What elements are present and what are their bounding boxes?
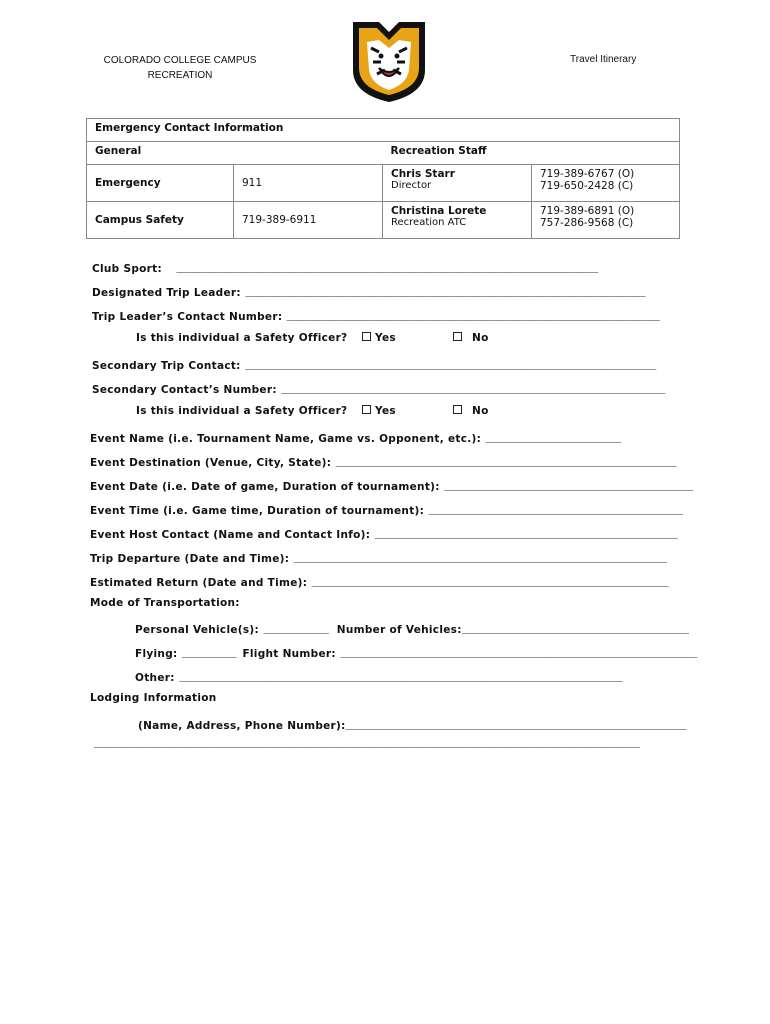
staff-phone: 719-389-6767 (O) (540, 168, 635, 180)
no-checkbox-1[interactable] (453, 332, 489, 344)
personal-vehicle-field[interactable] (135, 620, 689, 638)
event-name-label: Event Name (i.e. Tournament Name, Game vs. Opponent, etc.): (90, 433, 482, 445)
lodging-detail-line[interactable]: _______________________________________________________________ (345, 722, 686, 733)
checkbox-icon[interactable] (453, 405, 462, 414)
lodging-extra-line[interactable]: _____________________________________________________________________________________________________ (94, 740, 640, 751)
other-label: Other: (135, 672, 175, 684)
org-name-line2: RECREATION (147, 70, 213, 81)
contact-table-title: Emergency Contact Information (87, 119, 680, 142)
secondary-number-label: Secondary Contact’s Number: (92, 384, 277, 396)
yes-checkbox-1[interactable] (362, 332, 396, 344)
org-name (100, 53, 260, 83)
club-sport-label: Club Sport: (92, 263, 162, 275)
event-destination-label: Event Destination (Venue, City, State): (90, 457, 332, 469)
event-name-field[interactable] (90, 429, 621, 447)
event-time-label: Event Time (i.e. Game time, Duration of tournament): (90, 505, 425, 517)
trip-departure-label: Trip Departure (Date and Time): (90, 553, 290, 565)
staff-header: Recreation Staff (383, 142, 680, 165)
event-date-field[interactable] (90, 477, 693, 495)
staff-cell (383, 202, 532, 239)
trip-leader-field[interactable] (92, 283, 645, 301)
staff-phone: 719-650-2428 (C) (540, 180, 634, 192)
yes-label: Yes (375, 332, 396, 344)
event-date-line[interactable]: ______________________________________________ (444, 483, 693, 494)
contact-number: 719-389-6911 (234, 202, 383, 239)
event-date-label: Event Date (i.e. Date of game, Duration of tournament): (90, 481, 440, 493)
trip-departure-field[interactable] (90, 549, 666, 567)
leader-number-field[interactable] (92, 307, 659, 325)
estimated-return-field[interactable] (90, 573, 668, 591)
doc-title: Travel Itinerary (570, 54, 637, 65)
staff-name: Chris Starr (391, 168, 455, 180)
staff-role: Recreation ATC (391, 217, 467, 228)
event-host-field[interactable] (90, 525, 677, 543)
secondary-contact-label: Secondary Trip Contact: (92, 360, 241, 372)
club-sport-field[interactable] (92, 259, 598, 277)
org-name-line1: COLORADO COLLEGE CAMPUS (103, 55, 257, 66)
estimated-return-label: Estimated Return (Date and Time): (90, 577, 308, 589)
checkbox-icon[interactable] (362, 405, 371, 414)
checkbox-icon[interactable] (453, 332, 462, 341)
event-host-line[interactable]: ________________________________________________________ (374, 531, 678, 542)
flying-line[interactable]: __________ (181, 650, 236, 661)
no-checkbox-2[interactable] (453, 405, 489, 417)
contact-label: Emergency (87, 165, 234, 202)
staff-name: Christina Lorete (391, 205, 487, 217)
leader-number-line[interactable]: _____________________________________________________________________ (286, 313, 660, 324)
event-destination-line[interactable]: _______________________________________________________________ (335, 459, 676, 470)
no-label: No (472, 332, 489, 344)
tiger-logo-icon (349, 18, 429, 104)
yes-label: Yes (375, 405, 396, 417)
event-host-label: Event Host Contact (Name and Contact Info): (90, 529, 371, 541)
secondary-number-line[interactable]: _______________________________________________________________________ (281, 386, 665, 397)
staff-phone: 719-389-6891 (O) (540, 205, 635, 217)
event-time-line[interactable]: _______________________________________________ (428, 507, 683, 518)
secondary-contact-field[interactable] (92, 356, 656, 374)
personal-vehicle-label: Personal Vehicle(s): (135, 624, 260, 636)
flying-label: Flying: (135, 648, 178, 660)
lodging-detail-label: (Name, Address, Phone Number): (138, 720, 346, 732)
staff-cell (383, 165, 532, 202)
no-label: No (472, 405, 489, 417)
general-header: General (87, 142, 383, 165)
event-time-field[interactable] (90, 501, 682, 519)
club-sport-line[interactable]: ______________________________________________________________________________ (176, 265, 598, 276)
trip-departure-line[interactable]: _____________________________________________________________________ (293, 555, 667, 566)
safety-question-1: Is this individual a Safety Officer? (136, 332, 348, 344)
num-vehicles-label: Number of Vehicles: (336, 624, 462, 636)
transport-heading: Mode of Transportation: (90, 597, 240, 609)
flight-number-line[interactable]: __________________________________________________________________ (340, 650, 697, 661)
checkbox-icon[interactable] (362, 332, 371, 341)
lodging-heading: Lodging Information (90, 692, 217, 704)
estimated-return-line[interactable]: __________________________________________________________________ (311, 579, 669, 590)
staff-role: Director (391, 180, 432, 191)
event-destination-field[interactable] (90, 453, 676, 471)
event-name-line[interactable]: _________________________ (485, 435, 621, 446)
safety-question-2: Is this individual a Safety Officer? (136, 405, 348, 417)
secondary-contact-line[interactable]: ____________________________________________________________________________ (245, 362, 656, 373)
staff-phones (532, 165, 680, 202)
trip-leader-label: Designated Trip Leader: (92, 287, 241, 299)
table-row (87, 165, 680, 202)
contact-label: Campus Safety (87, 202, 234, 239)
table-row (87, 202, 680, 239)
contact-number: 911 (234, 165, 383, 202)
num-vehicles-line[interactable]: __________________________________________ (461, 626, 689, 637)
staff-phones (532, 202, 680, 239)
lodging-detail-field[interactable] (138, 716, 686, 734)
trip-leader-line[interactable]: __________________________________________________________________________ (245, 289, 645, 300)
emergency-contact-table (86, 118, 680, 239)
yes-checkbox-2[interactable] (362, 405, 396, 417)
flying-field[interactable] (135, 644, 697, 662)
flight-number-label: Flight Number: (242, 648, 336, 660)
secondary-number-field[interactable] (92, 380, 665, 398)
personal-vehicle-line[interactable]: ____________ (263, 626, 329, 637)
leader-number-label: Trip Leader’s Contact Number: (92, 311, 283, 323)
other-field[interactable] (135, 668, 622, 686)
other-line[interactable]: __________________________________________________________________________________ (179, 674, 623, 685)
staff-phone: 757-286-9568 (C) (540, 217, 634, 229)
